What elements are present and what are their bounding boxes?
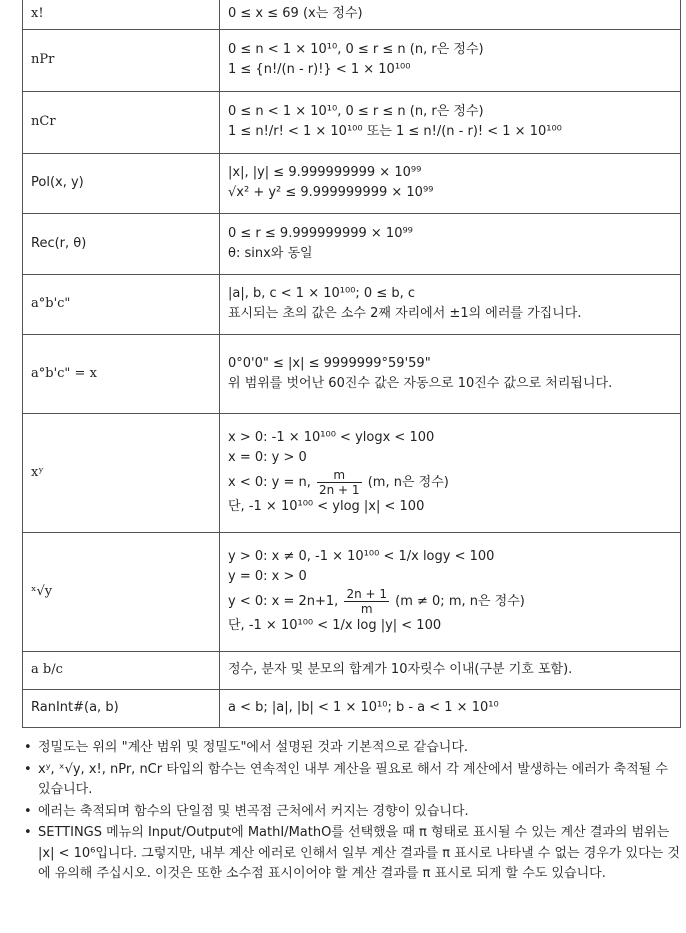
fraction-numerator: 2n + 1 [346,587,387,601]
range-table [22,0,681,728]
note-text: SETTINGS 메뉴의 Input/Output에 MathI/MathO를 선택했을 때 π 형태로 표시될 수 있는 계산 결과의 범위는 |x| < 10⁶입니다. 그렇지만, 내부 계산 에러로 인해서 일부 계산 결과를 π 표시로 나타낼 수 없는 경우가 있다는 것에 유의해 주십시오. 이것은 또한 소수점 표시이어야 할 계산 결과를 π 표시로 되게 할 수도 있습니다. [38,825,680,881]
range-line: 0 ≤ r ≤ 9.999999999 × 10⁹⁹ [228,225,413,241]
bullet-icon: • [24,761,32,777]
range-line: 단, -1 × 10¹⁰⁰ < ylog |x| < 100 [228,499,425,514]
table-row [23,334,681,413]
range-line: 위 범위를 벗어난 60진수 값은 자동으로 10진수 값으로 처리됩니다. [228,375,613,391]
range-cell [220,153,681,213]
range-line: 0 ≤ n < 1 × 10¹⁰, 0 ≤ r ≤ n (n, r은 정수) [228,42,484,57]
range-line: 정수, 분자 및 분모의 합계가 10자릿수 이내(구분 기호 포함). [228,662,573,677]
range-line: |x|, |y| ≤ 9.999999999 × 10⁹⁹ [228,165,422,180]
table-row [23,689,681,727]
range-line: x > 0: -1 × 10¹⁰⁰ < ylogx < 100 [228,430,435,445]
table-row [23,274,681,334]
table-row [23,29,681,91]
fraction [344,587,389,616]
bullet-icon: • [24,825,32,840]
function-cell: Rec(r, θ) [23,213,220,274]
range-line-with-fraction [228,468,672,497]
fraction-numerator: m [317,468,362,483]
range-line: 표시되는 초의 값은 소수 2째 자리에서 ±1의 에러를 가집니다. [228,306,582,321]
note-text: 에러는 축적되며 함수의 단일점 및 변곡점 근처에서 커지는 경향이 있습니다. [38,803,469,819]
range-line: y = 0: x > 0 [228,569,307,584]
function-cell: a°b'c" [23,274,220,334]
note-text: 정밀도는 위의 "계산 범위 및 정밀도"에서 설명된 것과 기본적으로 같습니다. [38,740,469,755]
function-cell: Pol(x, y) [23,153,220,213]
list-item [22,823,682,885]
function-cell: a°b'c" = x [23,334,220,413]
range-line-part: (m, n은 정수) [367,475,449,490]
range-cell [220,532,681,651]
list-item [22,760,682,801]
function-cell: ˣ√y [23,532,220,651]
list-item [22,738,682,759]
range-line: |a|, b, c < 1 × 10¹⁰⁰; 0 ≤ b, c [228,286,416,301]
range-line-part: y < 0: x = 2n+1, [228,594,339,609]
note-text: xʸ, ˣ√y, x!, nPr, nCr 타입의 함수는 연속적인 내부 계산을 필요로 해서 각 계산에서 발생하는 에러가 축적될 수 있습니다. [38,761,668,797]
table-row [23,91,681,153]
range-cell [220,91,681,153]
table-row [23,532,681,651]
range-line-with-fraction [228,587,672,616]
range-cell [220,213,681,274]
bullet-icon: • [24,740,32,755]
function-cell: a b/c [23,651,220,689]
bullet-icon: • [24,803,32,819]
range-line: 0 ≤ n < 1 × 10¹⁰, 0 ≤ r ≤ n (n, r은 정수) [228,104,484,119]
fraction [317,468,362,497]
function-cell: RanInt#(a, b) [23,689,220,727]
range-line: 1 ≤ n!/r! < 1 × 10¹⁰⁰ 또는 1 ≤ n!/(n - r)! < 1 × 10¹⁰⁰ [228,124,562,139]
range-line-part: x < 0: y = n, [228,475,311,490]
range-line: a < b; |a|, |b| < 1 × 10¹⁰; b - a < 1 × 10¹⁰ [228,700,499,715]
range-line: 0 ≤ x ≤ 69 (x는 정수) [228,6,363,22]
range-line: √x² + y² ≤ 9.999999999 × 10⁹⁹ [228,185,434,200]
range-line: y > 0: x ≠ 0, -1 × 10¹⁰⁰ < 1/x logy < 100 [228,549,495,564]
range-cell [220,0,681,29]
table-row [23,213,681,274]
range-cell [220,334,681,413]
range-cell [220,689,681,727]
range-line: 단, -1 × 10¹⁰⁰ < 1/x log |y| < 100 [228,618,442,633]
range-line: x = 0: y > 0 [228,450,307,465]
table-row [23,413,681,532]
fraction-denominator: m [360,602,373,616]
range-line-part: (m ≠ 0; m, n은 정수) [395,594,525,609]
table-row [23,0,681,29]
fraction-denominator: 2n + 1 [319,483,360,497]
table-row [23,651,681,689]
range-cell [220,29,681,91]
function-cell: x! [23,0,220,29]
range-cell [220,651,681,689]
range-cell [220,413,681,532]
table-row [23,153,681,213]
function-cell: nCr [23,91,220,153]
function-cell: xʸ [23,413,220,532]
range-line: 0°0'0" ≤ |x| ≤ 9999999°59'59" [228,355,431,371]
range-cell [220,274,681,334]
list-item [22,802,682,823]
range-line: 1 ≤ {n!/(n - r)!} < 1 × 10¹⁰⁰ [228,62,411,77]
range-line: θ: sinx와 동일 [228,245,313,261]
function-cell: nPr [23,29,220,91]
notes-list [22,738,682,886]
